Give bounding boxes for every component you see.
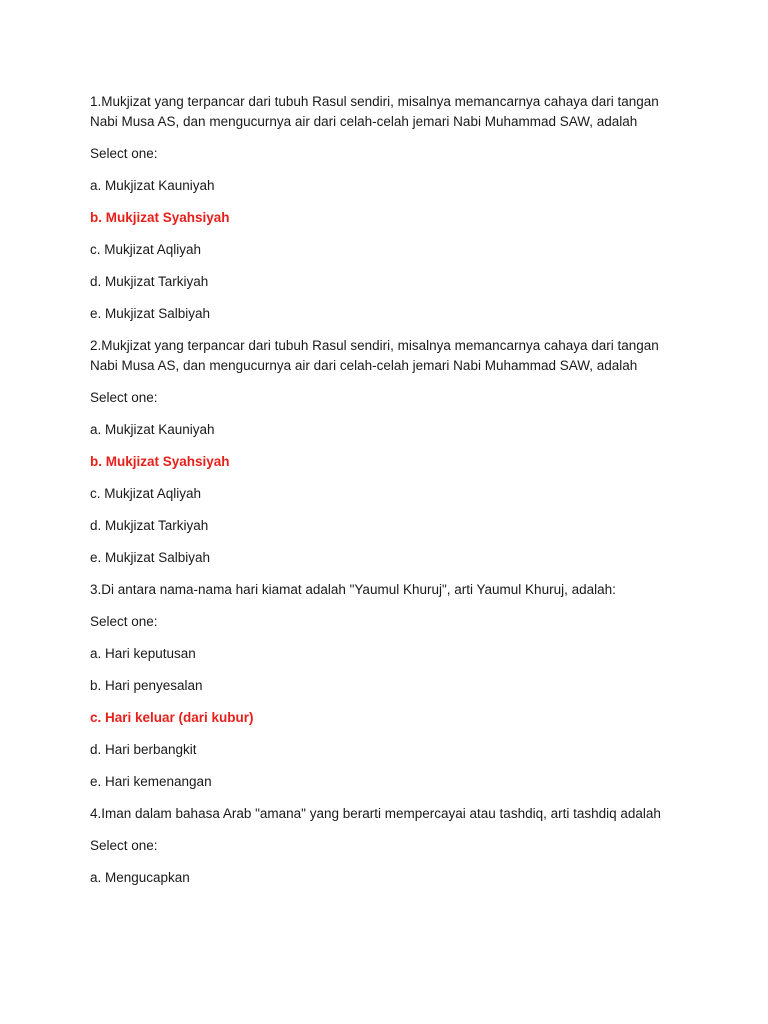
option-a: a. Mukjizat Kauniyah: [90, 422, 215, 437]
option-a: a. Mukjizat Kauniyah: [90, 178, 215, 193]
option-c: c. Mukjizat Aqliyah: [90, 242, 202, 257]
select-one-prompt: Select one:: [90, 390, 158, 405]
question-text: 1.Mukjizat yang terpancar dari tubuh Rasul sendiri, misalnya memancarnya cahaya dari tangan Nabi Musa AS, dan mengucurnya air dari celah-celah jemari Nabi Muhammad SAW, adalah: [90, 94, 659, 129]
option-d: d. Mukjizat Tarkiyah: [90, 274, 209, 289]
option-a: a. Mengucapkan: [90, 870, 190, 885]
option-d: d. Hari berbangkit: [90, 742, 197, 757]
question-text: 2.Mukjizat yang terpancar dari tubuh Rasul sendiri, misalnya memancarnya cahaya dari tangan Nabi Musa AS, dan mengucurnya air dari celah-celah jemari Nabi Muhammad SAW, adalah: [90, 338, 659, 373]
question-text: 4.Iman dalam bahasa Arab "amana" yang berarti mempercayai atau tashdiq, arti tashdiq adalah: [90, 806, 661, 821]
quiz-content: [90, 92, 690, 900]
option-e: e. Hari kemenangan: [90, 774, 212, 789]
option-c-correct: c. Hari keluar (dari kubur): [90, 710, 254, 725]
select-one-prompt: Select one:: [90, 614, 158, 629]
question-text: 3.Di antara nama-nama hari kiamat adalah "Yaumul Khuruj", arti Yaumul Khuruj, adalah:: [90, 582, 616, 597]
option-c: c. Mukjizat Aqliyah: [90, 486, 202, 501]
option-d: d. Mukjizat Tarkiyah: [90, 518, 209, 533]
select-one-prompt: Select one:: [90, 146, 158, 161]
select-one-prompt: Select one:: [90, 838, 158, 853]
option-b: b. Hari penyesalan: [90, 678, 203, 693]
option-b-correct: b. Mukjizat Syahsiyah: [90, 210, 230, 225]
option-e: e. Mukjizat Salbiyah: [90, 306, 211, 321]
option-e: e. Mukjizat Salbiyah: [90, 550, 211, 565]
option-b-correct: b. Mukjizat Syahsiyah: [90, 454, 230, 469]
option-a: a. Hari keputusan: [90, 646, 196, 661]
